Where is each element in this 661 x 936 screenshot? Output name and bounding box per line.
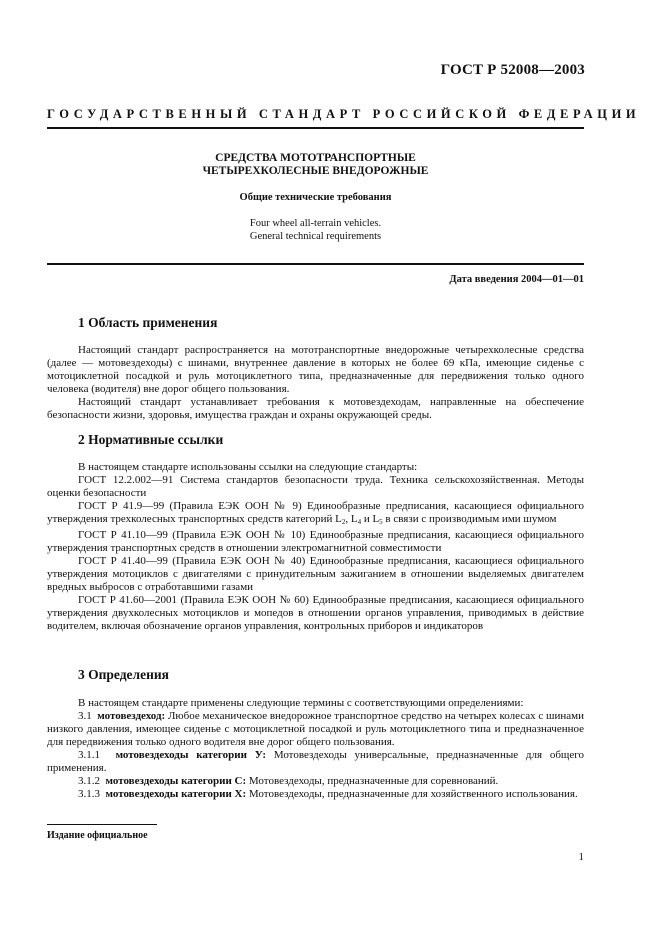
definition-text: Мотовездеходы универсальные, предназначенные для общего применения. — [47, 749, 585, 774]
edition-label: Издание официальное — [47, 830, 148, 841]
state-standard-banner: ГОСУДАРСТВЕННЫЙ СТАНДАРТ РОССИЙСКОЙ ФЕДЕРАЦИИ — [47, 107, 641, 121]
definition-number: 3.1.1 — [78, 749, 100, 761]
references-intro: В настоящем стандарте использованы ссылки на следующие стандарты: — [78, 461, 418, 473]
title-block — [47, 152, 584, 243]
english-title-line-2: General technical requirements — [249, 231, 382, 242]
footer-divider — [47, 824, 157, 825]
english-title — [47, 217, 584, 243]
reference-item: ГОСТ Р 41.10—99 (Правила ЕЭК ООН № 10) Единообразные предписания, касающиеся официального утверждения транспортных средств в отношении электромагнитной совместимости — [47, 529, 584, 554]
doc-number: ГОСТ Р 52008—2003 — [440, 62, 585, 78]
reference-text: , L — [345, 513, 358, 525]
section-3-body — [47, 697, 584, 801]
section-2-body — [47, 461, 584, 633]
intro-date: Дата введения 2004—01—01 — [449, 274, 584, 285]
definition-number: 3.1.3 — [78, 788, 100, 800]
section-1-paragraph-1: Настоящий стандарт распространяется на мототранспортные внедорожные четырехколесные средства (далее — мотовездеходы) с шинами, внутреннее давление в которых не более 69 кПа, имеющие сиденье с мотоциклетной посадкой и руль мотоциклетного типа, предназначенные для передвижения только одного человека (водителя) вне дорог общего пользования. — [47, 344, 584, 395]
section-1-heading: 1 Область применения — [78, 315, 218, 330]
definition-text: Любое механическое внедорожное транспортное средство на четырех колесах с шинами низкого давления, имеющее сиденье с мотоциклетной посадкой и руль мотоциклетного типа и предназначенное для передвижения только одного водителя вне дорог общего пользования. — [47, 710, 585, 748]
definitions-intro: В настоящем стандарте применены следующие термины с соответствующими определениями: — [78, 697, 524, 709]
definition-number: 3.1.2 — [78, 775, 100, 787]
definition-term: мотовездеходы категории Х: — [105, 788, 247, 800]
page-number: 1 — [578, 851, 584, 863]
definition-item — [47, 710, 584, 749]
mid-divider — [47, 263, 584, 265]
definition-number: 3.1 — [78, 710, 92, 722]
section-2-heading: 2 Нормативные ссылки — [78, 432, 224, 447]
definition-term: мотовездеходы категории У: — [115, 749, 267, 761]
section-1-body — [47, 344, 584, 422]
subscript: 5 — [379, 518, 383, 526]
top-divider — [47, 127, 584, 129]
subscript: 2 — [341, 518, 346, 526]
definition-item — [47, 775, 584, 788]
title-line-1: СРЕДСТВА МОТОТРАНСПОРТНЫЕ — [215, 152, 416, 164]
reference-text: в связи с производимым ими шумом — [382, 513, 557, 525]
title-line-2: ЧЕТЫРЕХКОЛЕСНЫЕ ВНЕДОРОЖНЫЕ — [202, 165, 429, 177]
definition-text: Мотовездеходы, предназначенные для хозяйственного использования. — [246, 788, 578, 800]
subscript: 4 — [357, 518, 362, 526]
english-title-line-1: Four wheel all-terrain vehicles. — [249, 218, 382, 229]
reference-text: ГОСТ Р 41.9—99 (Правила ЕЭК ООН № 9) Единообразные предписания, касающиеся официального утверждения трехколесных транспортных средств категорий L — [47, 500, 584, 525]
reference-item: ГОСТ Р 41.40—99 (Правила ЕЭК ООН № 40) Единообразные предписания, касающиеся официального утверждения мотоциклов с двигателями с принудительным зажиганием в отношении выделяемых двигателем вредных выбросов с отработавшими газами — [47, 555, 584, 593]
definition-term: мотовездеходы категории С: — [105, 775, 247, 787]
reference-item — [47, 500, 584, 529]
reference-text: и L — [361, 513, 380, 525]
reference-item: ГОСТ 12.2.002—91 Система стандартов безопасности труда. Техника сельскохозяйственная. Методы оценки безопасности — [47, 474, 584, 499]
definition-term: мотовездеход: — [97, 710, 166, 722]
definition-item — [47, 749, 584, 775]
section-3-heading: 3 Определения — [78, 667, 169, 682]
definition-item — [47, 788, 584, 801]
definition-text: Мотовездеходы, предназначенные для соревнований. — [246, 775, 499, 787]
subtitle: Общие технические требования — [239, 192, 392, 203]
reference-item: ГОСТ Р 41.60—2001 (Правила ЕЭК ООН № 60) Единообразные предписания, касающиеся официального утверждения двухколесных мотоциклов и мопедов в отношении органов управления, приводимых в действие водителем, включая обозначение органов управления, контрольных приборов и индикаторов — [47, 594, 584, 632]
section-1-paragraph-2: Настоящий стандарт устанавливает требования к мотовездеходам, направленные на обеспечение безопасности жизни, здоровья, имущества граждан и охраны окружающей среды. — [47, 396, 584, 421]
